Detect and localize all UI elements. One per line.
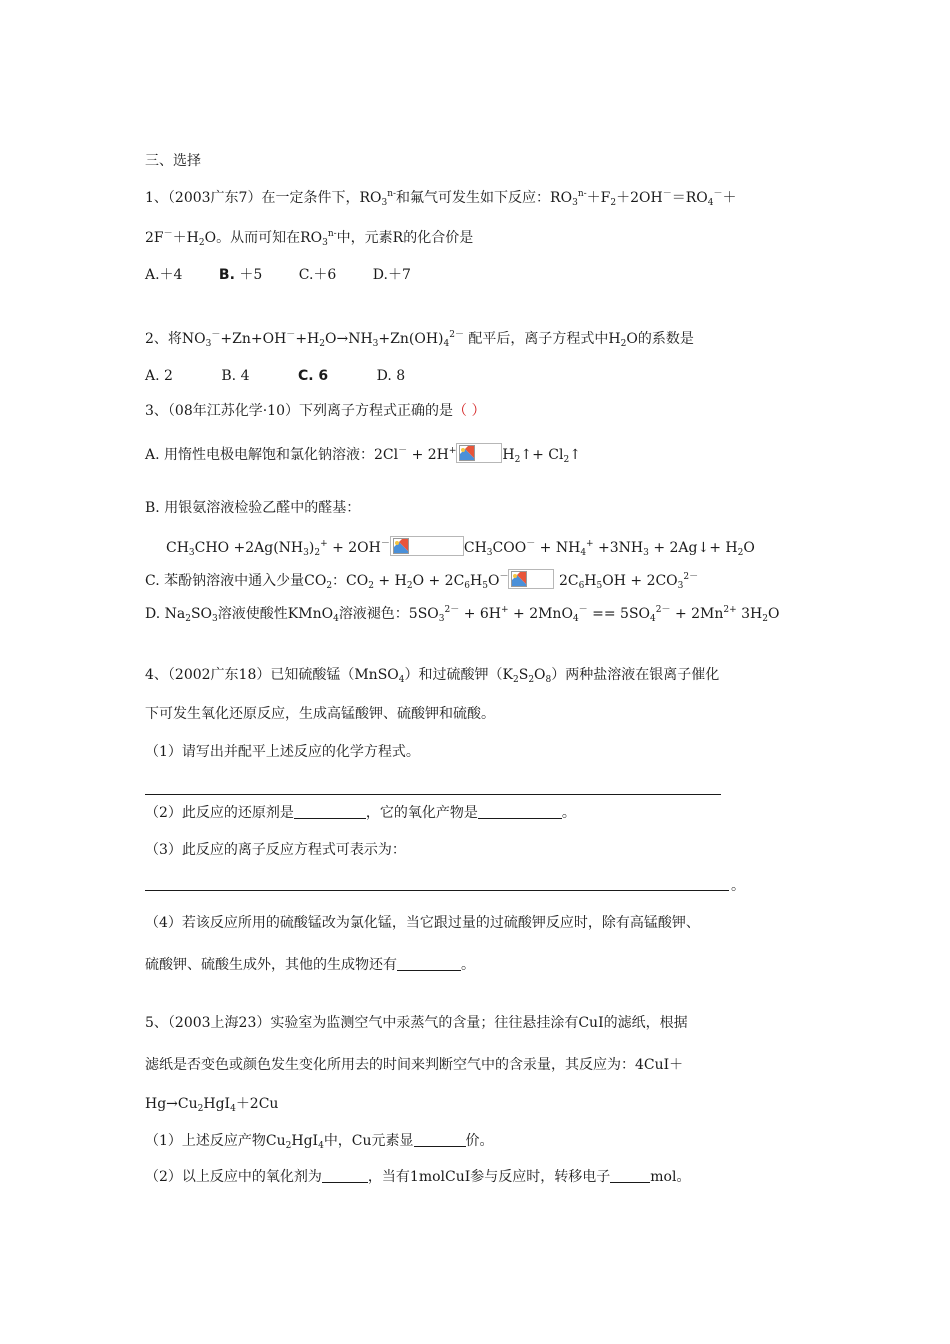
q2-option-a: A. 2 [145, 368, 173, 384]
q3-stem: 3、（08年江苏化学·10）下列离子方程式正确的是（ ） [145, 403, 486, 419]
q1-options [145, 265, 411, 285]
q1-option-b: B. ＋5 [218, 267, 263, 283]
q4-line2: 下可发生氧化还原反应，生成高锰酸钾、硫酸钾和硫酸。 [145, 706, 495, 722]
q5-part2: （2）以上反应中的氧化剂为 ，当有1molCuI参与反应时，转移电子 mol。 [145, 1169, 691, 1185]
q4-part1: （1）请写出并配平上述反应的化学方程式。 [145, 744, 420, 760]
q5-line1: 5、（2003上海23）实验室为监测空气中汞蒸气的含量；往往悬挂涂有CuI的滤纸，根据 [145, 1015, 688, 1031]
q2-options [145, 366, 405, 386]
q5-line2: 滤纸是否变色或颜色发生变化所用去的时间来判断空气中的含汞量，其反应为：4CuI＋ [145, 1057, 684, 1073]
q3-option-b-equation: $CH_3CHO +2Ag(NH_3)_2^+ + 2OH^-$ $CH_3COO^- + NH_4^+ +3NH_3$ + 2Ag↓+ $H_2O$ [166, 536, 755, 558]
q3-option-c: C. 苯酚钠溶液中通入少量$CO_2$：$CO_2 + H_2O + 2C_6H_5O^-$ $2C_6H_5OH + 2CO_3^{2-}$ [145, 569, 698, 591]
q2-option-b: B. 4 [221, 368, 250, 384]
q2-option-d: D. 8 [376, 368, 406, 384]
q4-part4-line2: 硫酸钾、硫酸生成外，其他的生成物还有 。 [145, 957, 475, 973]
broken-image-icon [511, 571, 527, 587]
q5-line3: $Hg\to Cu_2HgI_4+2Cu$ [145, 1096, 279, 1114]
answer-blank[interactable] [478, 804, 562, 819]
q1-line1: 1、（2003广东7）在一定条件下，$RO_3^{n-}$和氟气可发生如下反应：$RO_3^{n-}+F_2+2OH^-=RO_4^-+$ [145, 189, 737, 208]
q4-part2: （2）此反应的还原剂是 ，它的氧化产物是 。 [145, 805, 576, 821]
q1-option-d: D.＋7 [372, 267, 411, 283]
q1-line2: $2F^-+H_2O$。从而可知在$RO_3^{n-}$中，元素R的化合价是 [145, 229, 474, 248]
broken-image-icon [393, 538, 409, 554]
answer-blank[interactable] [397, 956, 461, 971]
q4-part3: （3）此反应的离子反应方程式可表示为： [145, 842, 406, 858]
q1-option-c: C.＋6 [298, 267, 337, 283]
answer-blank[interactable] [322, 1168, 368, 1183]
q3-option-b: B. 用银氨溶液检验乙醛中的醛基： [145, 500, 361, 516]
answer-line[interactable] [145, 890, 729, 891]
section-title: 三、选择 [145, 153, 201, 169]
q4-part4-line1: （4）若该反应所用的硫酸锰改为氯化锰，当它跟过量的过硫酸钾反应时，除有高锰酸钾、 [145, 915, 700, 931]
q2-option-c: C. 6 [297, 368, 329, 384]
q2-stem: 2、将$NO_3^-+Zn+OH^-+H_2O\to NH_3+Zn(OH)_4^{2-}$ 配平后，离子方程式中$H_2O$的系数是 [145, 330, 694, 349]
reaction-condition-image [390, 536, 464, 556]
answer-blank[interactable] [610, 1168, 650, 1183]
answer-blank[interactable] [414, 1132, 466, 1147]
answer-line[interactable] [145, 794, 721, 795]
q5-part1: （1）上述反应产物$Cu_2HgI_4$中，Cu元素显 价。 [145, 1133, 494, 1151]
q4-part3-end: 。 [731, 878, 745, 894]
reaction-condition-image [456, 443, 502, 463]
broken-image-icon [459, 445, 475, 461]
answer-paren: （ ） [453, 403, 486, 419]
q4-line1: 4、（2002广东18）已知硫酸锰（MnSO$_4$）和过硫酸钾$(K_2S_2O_8)$两种盐溶液在银离子催化 [145, 667, 720, 685]
q3-option-a: A. 用惰性电极电解饱和氯化钠溶液：2Cl－ + 2H+ $H_2↑+$ $Cl_2↑$ [145, 443, 581, 465]
answer-blank[interactable] [294, 804, 366, 819]
q1-option-a: A.＋4 [145, 267, 183, 283]
q3-option-d: D. $Na_2SO_3$溶液使酸性KMnO$_4$溶液褪色：$5SO_3^{2-} + 6H^+ + 2MnO_4^- == 5SO_4^{2-} + 2Mn^{2+}$ $3H_2O$ [145, 605, 780, 624]
reaction-condition-image [508, 569, 554, 589]
